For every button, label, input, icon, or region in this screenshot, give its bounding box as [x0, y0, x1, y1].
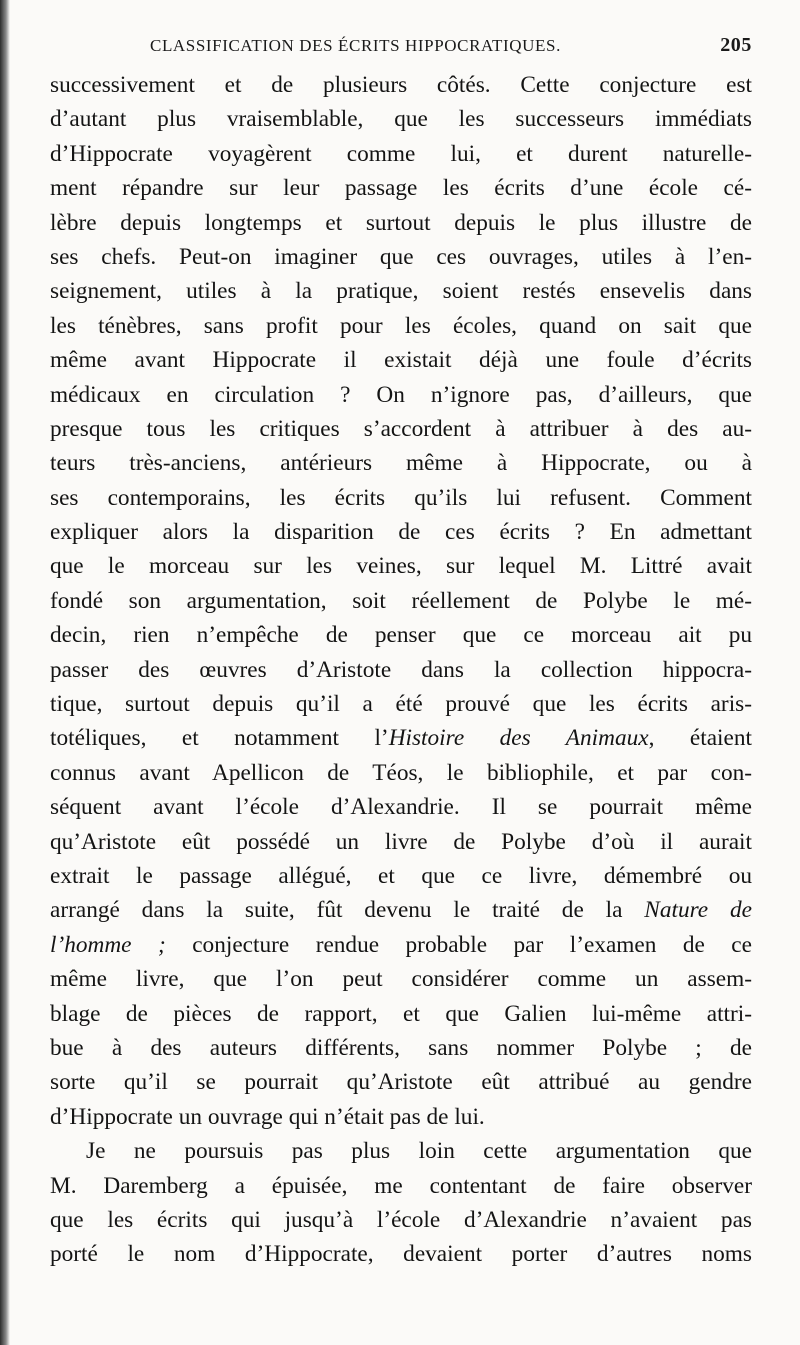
running-head — [150, 36, 780, 62]
paragraph — [50, 1134, 752, 1272]
text-line: séquent avant l’école d’Alexandrie. Il se pourrait même — [50, 794, 752, 821]
text-line: expliquer alors la disparition de ces écrits ? En admettant — [50, 519, 752, 546]
text-line: decin, rien n’empêche de penser que ce morceau ait pu — [50, 622, 752, 649]
italic-title: l’homme ; — [50, 931, 166, 958]
page-number: 205 — [720, 34, 752, 56]
text-line: ses contemporains, les écrits qu’ils lui refusent. Comment — [50, 484, 752, 511]
italic-title: Histoire des Animaux — [388, 725, 649, 752]
text-line: passer des œuvres d’Aristote dans la collection hippocra- — [50, 656, 752, 683]
text-line: connus avant Apellicon de Téos, le bibliophile, et par con- — [50, 759, 752, 786]
text-line: même avant Hippocrate il existait déjà une foule d’écrits — [50, 347, 752, 374]
text-line: que les écrits qui jusqu’à l’école d’Alexandrie n’avaient pas — [50, 1206, 752, 1233]
text-line: Je ne poursuis pas plus loin cette argumentation que — [86, 1138, 752, 1165]
text-line: lèbre depuis longtemps et surtout depuis le plus illustre de — [50, 209, 752, 236]
text-line: blage de pièces de rapport, et que Galien lui-même attri- — [50, 1000, 752, 1027]
text-line: teurs très-anciens, antérieurs même à Hippocrate, ou à — [50, 450, 752, 477]
paragraph — [50, 68, 752, 1134]
text-run: totéliques, et notamment l’ — [50, 725, 389, 752]
text-run: conjecture rendue probable par l’examen de ce — [165, 931, 752, 958]
text-line: sorte qu’il se pourrait qu’Aristote eût attribué au gendre — [50, 1069, 752, 1096]
text-line: ses chefs. Peut-on imaginer que ces ouvrages, utiles à l’en- — [50, 243, 752, 270]
text-line: d’autant plus vraisemblable, que les successeurs immédiats — [50, 106, 752, 133]
page-edge-shadow — [0, 0, 10, 1345]
text-line: successivement et de plusieurs côtés. Cette conjecture est — [50, 72, 752, 98]
running-head-title: CLASSIFICATION DES ÉCRITS HIPPOCRATIQUES. — [150, 36, 561, 55]
text-line — [50, 721, 752, 755]
text-line: presque tous les critiques s’accordent à attribuer à des au- — [50, 415, 752, 442]
text-line — [50, 893, 752, 927]
text-line: extrait le passage allégué, et que ce livre, démembré ou — [50, 862, 752, 889]
text-line: M. Daremberg a épuisée, me contentant de faire observer — [50, 1172, 752, 1199]
text-line: fondé son argumentation, soit réellement de Polybe le mé- — [50, 587, 752, 614]
text-line: les ténèbres, sans profit pour les écoles, quand on sait que — [50, 312, 752, 339]
text-line: d’Hippocrate un ouvrage qui n’était pas de lui. — [50, 1103, 485, 1130]
text-line: même livre, que l’on peut considérer comme un assem- — [50, 966, 752, 993]
text-line: porté le nom d’Hippocrate, devaient porter d’autres noms — [50, 1241, 752, 1268]
body-text — [50, 68, 752, 1272]
text-line: ment répandre sur leur passage les écrits d’une école cé- — [50, 175, 752, 202]
text-line: qu’Aristote eût possédé un livre de Polybe d’où il aurait — [50, 828, 752, 855]
text-line — [50, 928, 752, 962]
text-line: seignement, utiles à la pratique, soient restés ensevelis dans — [50, 278, 752, 305]
text-run: , étaient — [648, 725, 752, 752]
text-line: tique, surtout depuis qu’il a été prouvé que les écrits aris- — [50, 691, 752, 718]
text-line: bue à des auteurs différents, sans nommer Polybe ; de — [50, 1034, 752, 1061]
text-line: médicaux en circulation ? On n’ignore pas, d’ailleurs, que — [50, 381, 752, 408]
text-line: que le morceau sur les veines, sur lequel M. Littré avait — [50, 553, 752, 580]
italic-title: Nature de — [644, 897, 752, 924]
text-line: d’Hippocrate voyagèrent comme lui, et durent naturelle- — [50, 140, 752, 167]
text-run: arrangé dans la suite, fût devenu le traité de la — [50, 897, 645, 924]
